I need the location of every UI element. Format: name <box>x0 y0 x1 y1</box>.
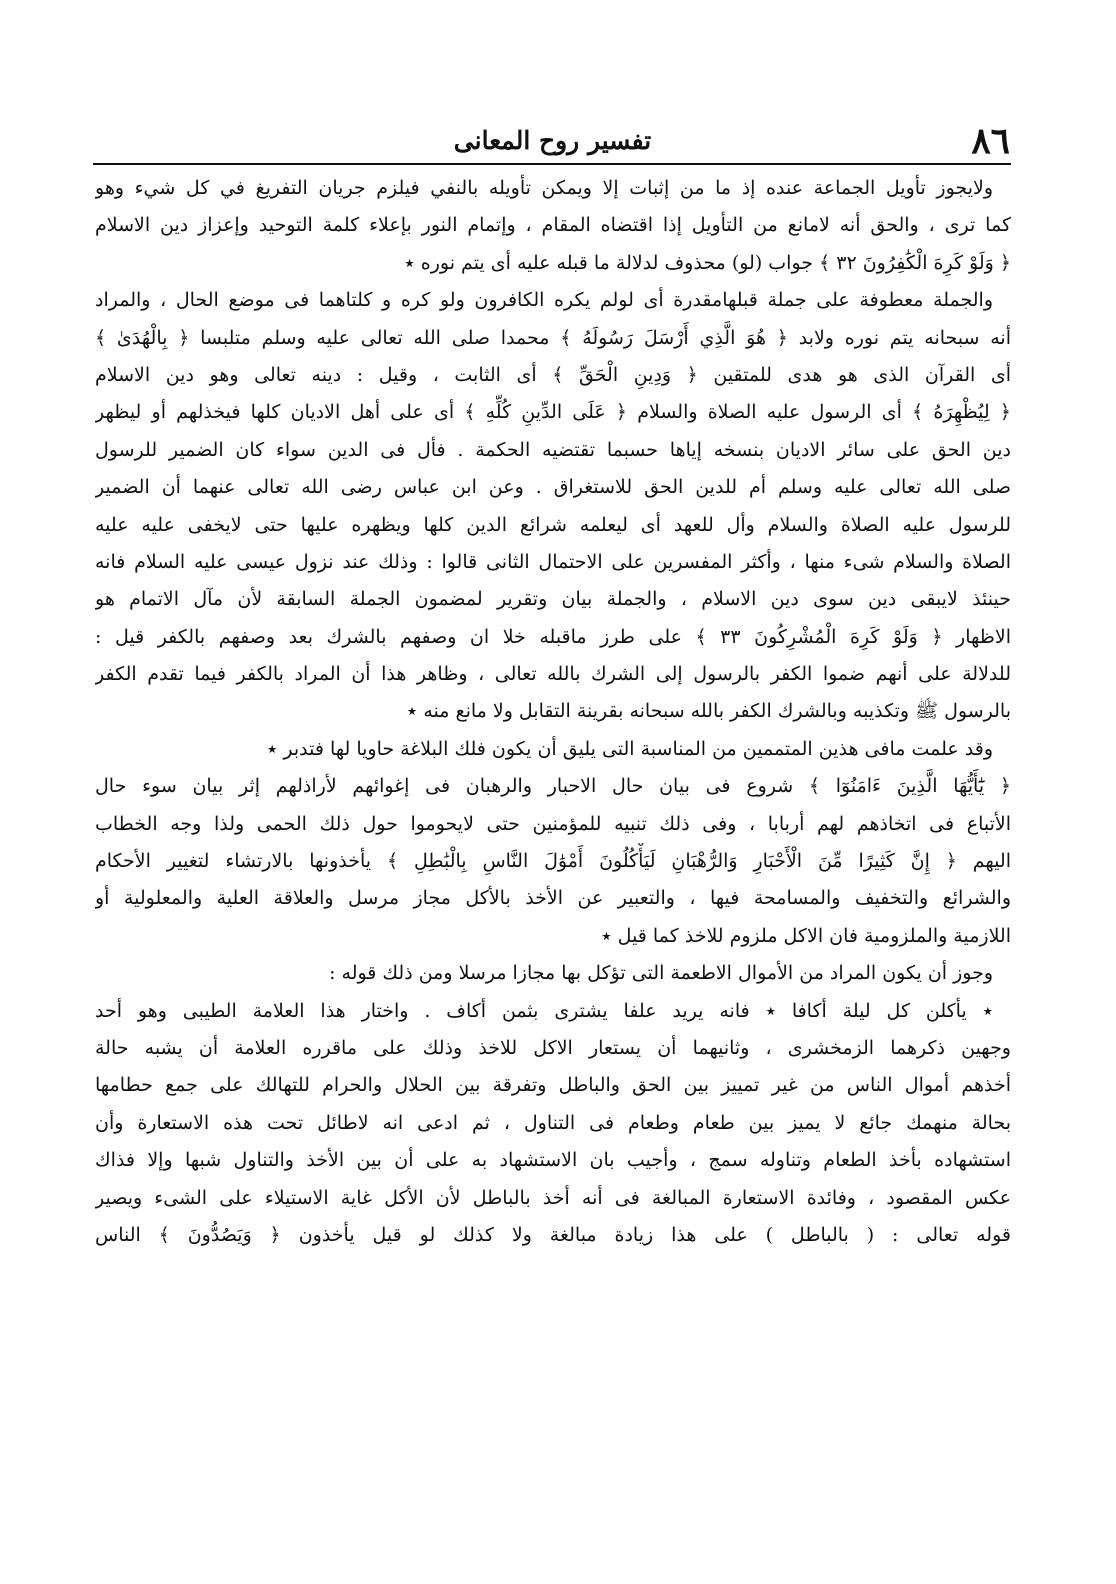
text-line: الصلاة والسلام شىء منها ، وأكثر المفسرين على الاحتمال الثانى قالوا : وذلك عند نزول عيسى عليه السلام فانه <box>95 550 1011 573</box>
text-line: بالرسول ﷺ وتكذيبه وبالشرك الكفر بالله سبحانه بقرينة التقابل ولا مانع منه ٭ <box>406 700 1011 723</box>
text-line: أخذهم أموال الناس من غير تمييز بين الحق والباطل وتفرقة بين الحلال والحرام للتهالك على جمع حطامها <box>95 1074 1011 1097</box>
text-line: دين الحق على سائر الاديان بنسخه إياها حسبما تقتضيه الحكمة . فأل فى الدين سواء كان الضمير للرسول <box>95 438 1011 461</box>
text-line: وجهين ذكرهما الزمخشرى ، وثانيهما أن يستعار الاكل للاخذ وذلك على ماقرره العلامة أن يشبه حالة <box>95 1036 1011 1059</box>
text-line: اليهم ﴿ إِنَّ كَثِيرًا مِّنَ الْأَحْبَارِ وَالرُّهْبَانِ لَيَأْكُلُونَ أَمْوَٰلَ النَّاسِ بِالْبَٰطِلِ ﴾ يأخذونها بالارتشاء لتغيير الأحكام <box>95 850 1011 873</box>
text-line: أنه سبحانه يتم نوره ولابد ﴿ هُوَ الَّذِي أَرْسَلَ رَسُولَهُ ﴾ محمدا صلى الله تعالى عليه وسلم متلبسا ﴿ بِالْهُدَىٰ ﴾ <box>95 326 1011 349</box>
text-line: للرسول عليه الصلاة والسلام وأل للعهد أى ليعلمه شرائع الدين كلها ويظهره عليها حتى لايخفى عليه عليه <box>95 513 1011 536</box>
text-line: أى القرآن الذى هو هدى للمتقين ﴿ وَدِينِ الْحَقِّ ﴾ أى الثابت ، وقيل : دينه تعالى وهو دين الاسلام <box>95 363 1011 386</box>
text-line: ﴿ يَٰٓأَيُّهَا الَّذِينَ ءَامَنُوٓا ﴾ شروع فى بيان حال الاحبار والرهبان فى إغوائهم لأراذلهم إثر بيان سوء حال <box>95 775 1011 798</box>
text-line: والشرائع والتخفيف والمسامحة فيها ، والتعبير عن الأخذ بالأكل مجاز مرسل والعلاقة العلية والمعلولية أو <box>95 887 1011 910</box>
running-title: تفسير روح المعانى <box>453 126 652 155</box>
page-header <box>95 120 1010 162</box>
text-line: ولايجوز تأويل الجماعة عنده إذ ما من إثبات إلا ويمكن تأويله بالنفي فيلزم جريان التفريغ في كل شيء وهو <box>95 177 993 199</box>
text-line: وقد علمت مافى هذين المتممين من المناسبة التى يليق أن يكون فلك البلاغة حاويا لها فتدبر ٭ <box>266 737 993 760</box>
text-line: صلى الله تعالى عليه وسلم أم للدين الحق للاستغراق . وعن ابن عباس رضى الله تعالى عنهما أن الضمير <box>95 476 1011 499</box>
text-line: للدلالة على أنهم ضموا الكفر بالرسول إلى الشرك بالله تعالى ، وظاهر هذا أن المراد بالكفر فيما تقدم الكفر <box>95 663 1011 686</box>
text-line: ﴿ وَلَوْ كَرِهَ الْكَٰفِرُونَ ٣٢ ﴾ جواب (لو) محذوف لدلالة ما قبله عليه أى يتم نوره ٭ <box>404 251 1011 274</box>
text-line: الاظهار ﴿ وَلَوْ كَرِهَ الْمُشْرِكُونَ ٣٣ ﴾ على طرز ماقبله خلا ان وصفهم بالشرك بعد وصفهم بالكفر قيل : <box>95 625 1011 648</box>
text-line: عكس المقصود ، وفائدة الاستعارة المبالغة فى أنه أخذ بالباطل لأن الأكل غاية الاستيلاء على الشىء ويصير <box>95 1186 1011 1209</box>
text-line: بحالة منهمك جائع لا يميز بين طعام وطعام فى التناول ، ثم ادعى انه لاطائل تحت هذه الاستعارة وأن <box>95 1111 1011 1134</box>
header-rule <box>93 163 1011 165</box>
text-line: وجوز أن يكون المراد من الأموال الاطعمة التى تؤكل بها مجازا مرسلا ومن ذلك قوله : <box>329 962 993 985</box>
text-line: والجملة معطوفة على جملة قبلهامقدرة أى لولم يكره الكافرون ولو كره و كلتاهما فى موضع الحال ، والمراد <box>95 289 993 312</box>
text-line: ٭ يأكلن كل ليلة أكافا ٭ فانه يريد علفا يشترى بثمن أكاف . واختار هذا العلامة الطيبى وهو أحد <box>95 999 993 1022</box>
text-line: استشهاده بأخذ الطعام وتناوله سمج ، وأجيب بان الاستشهاد به على أن بين الأخذ والتناول شبها وإلا فذاك <box>95 1149 1011 1172</box>
text-line: اللازمية والملزومية فان الاكل ملزوم للاخذ كما قيل ٭ <box>601 924 1011 947</box>
page-number: ٨٦ <box>971 120 1010 162</box>
text-line: ﴿ لِيُظْهِرَهُ ﴾ أى الرسول عليه الصلاة والسلام ﴿ عَلَى الدِّينِ كُلِّهِ ﴾ أى على أهل الاديان كلها فيخذلهم أو ليظهر <box>95 401 1011 424</box>
text-line: كما ترى ، والحق أنه لامانع من التأويل إذا اقتضاه المقام ، وإتمام النور بإعلاء كلمة التوحيد وإعزاز دين الاسلام <box>95 214 1011 237</box>
body-text <box>95 170 1011 1254</box>
text-line: قوله تعالى : ( بالباطل ) على هذا زيادة مبالغة ولا كذلك لو قيل يأخذون ﴿ وَيَصُدُّونَ ﴾ الناس <box>95 1223 1011 1246</box>
text-line: حينئذ لايبقى دين سوى دين الاسلام ، والجملة بيان وتقرير لمضمون الجملة السابقة لأن مآل الاتمام هو <box>95 588 1011 611</box>
text-line: الأتباع فى اتخاذهم لهم أربابا ، وفى ذلك تنبيه للمؤمنين حتى لايحوموا حول ذلك الحمى ولذا وجه الخطاب <box>95 812 1011 835</box>
